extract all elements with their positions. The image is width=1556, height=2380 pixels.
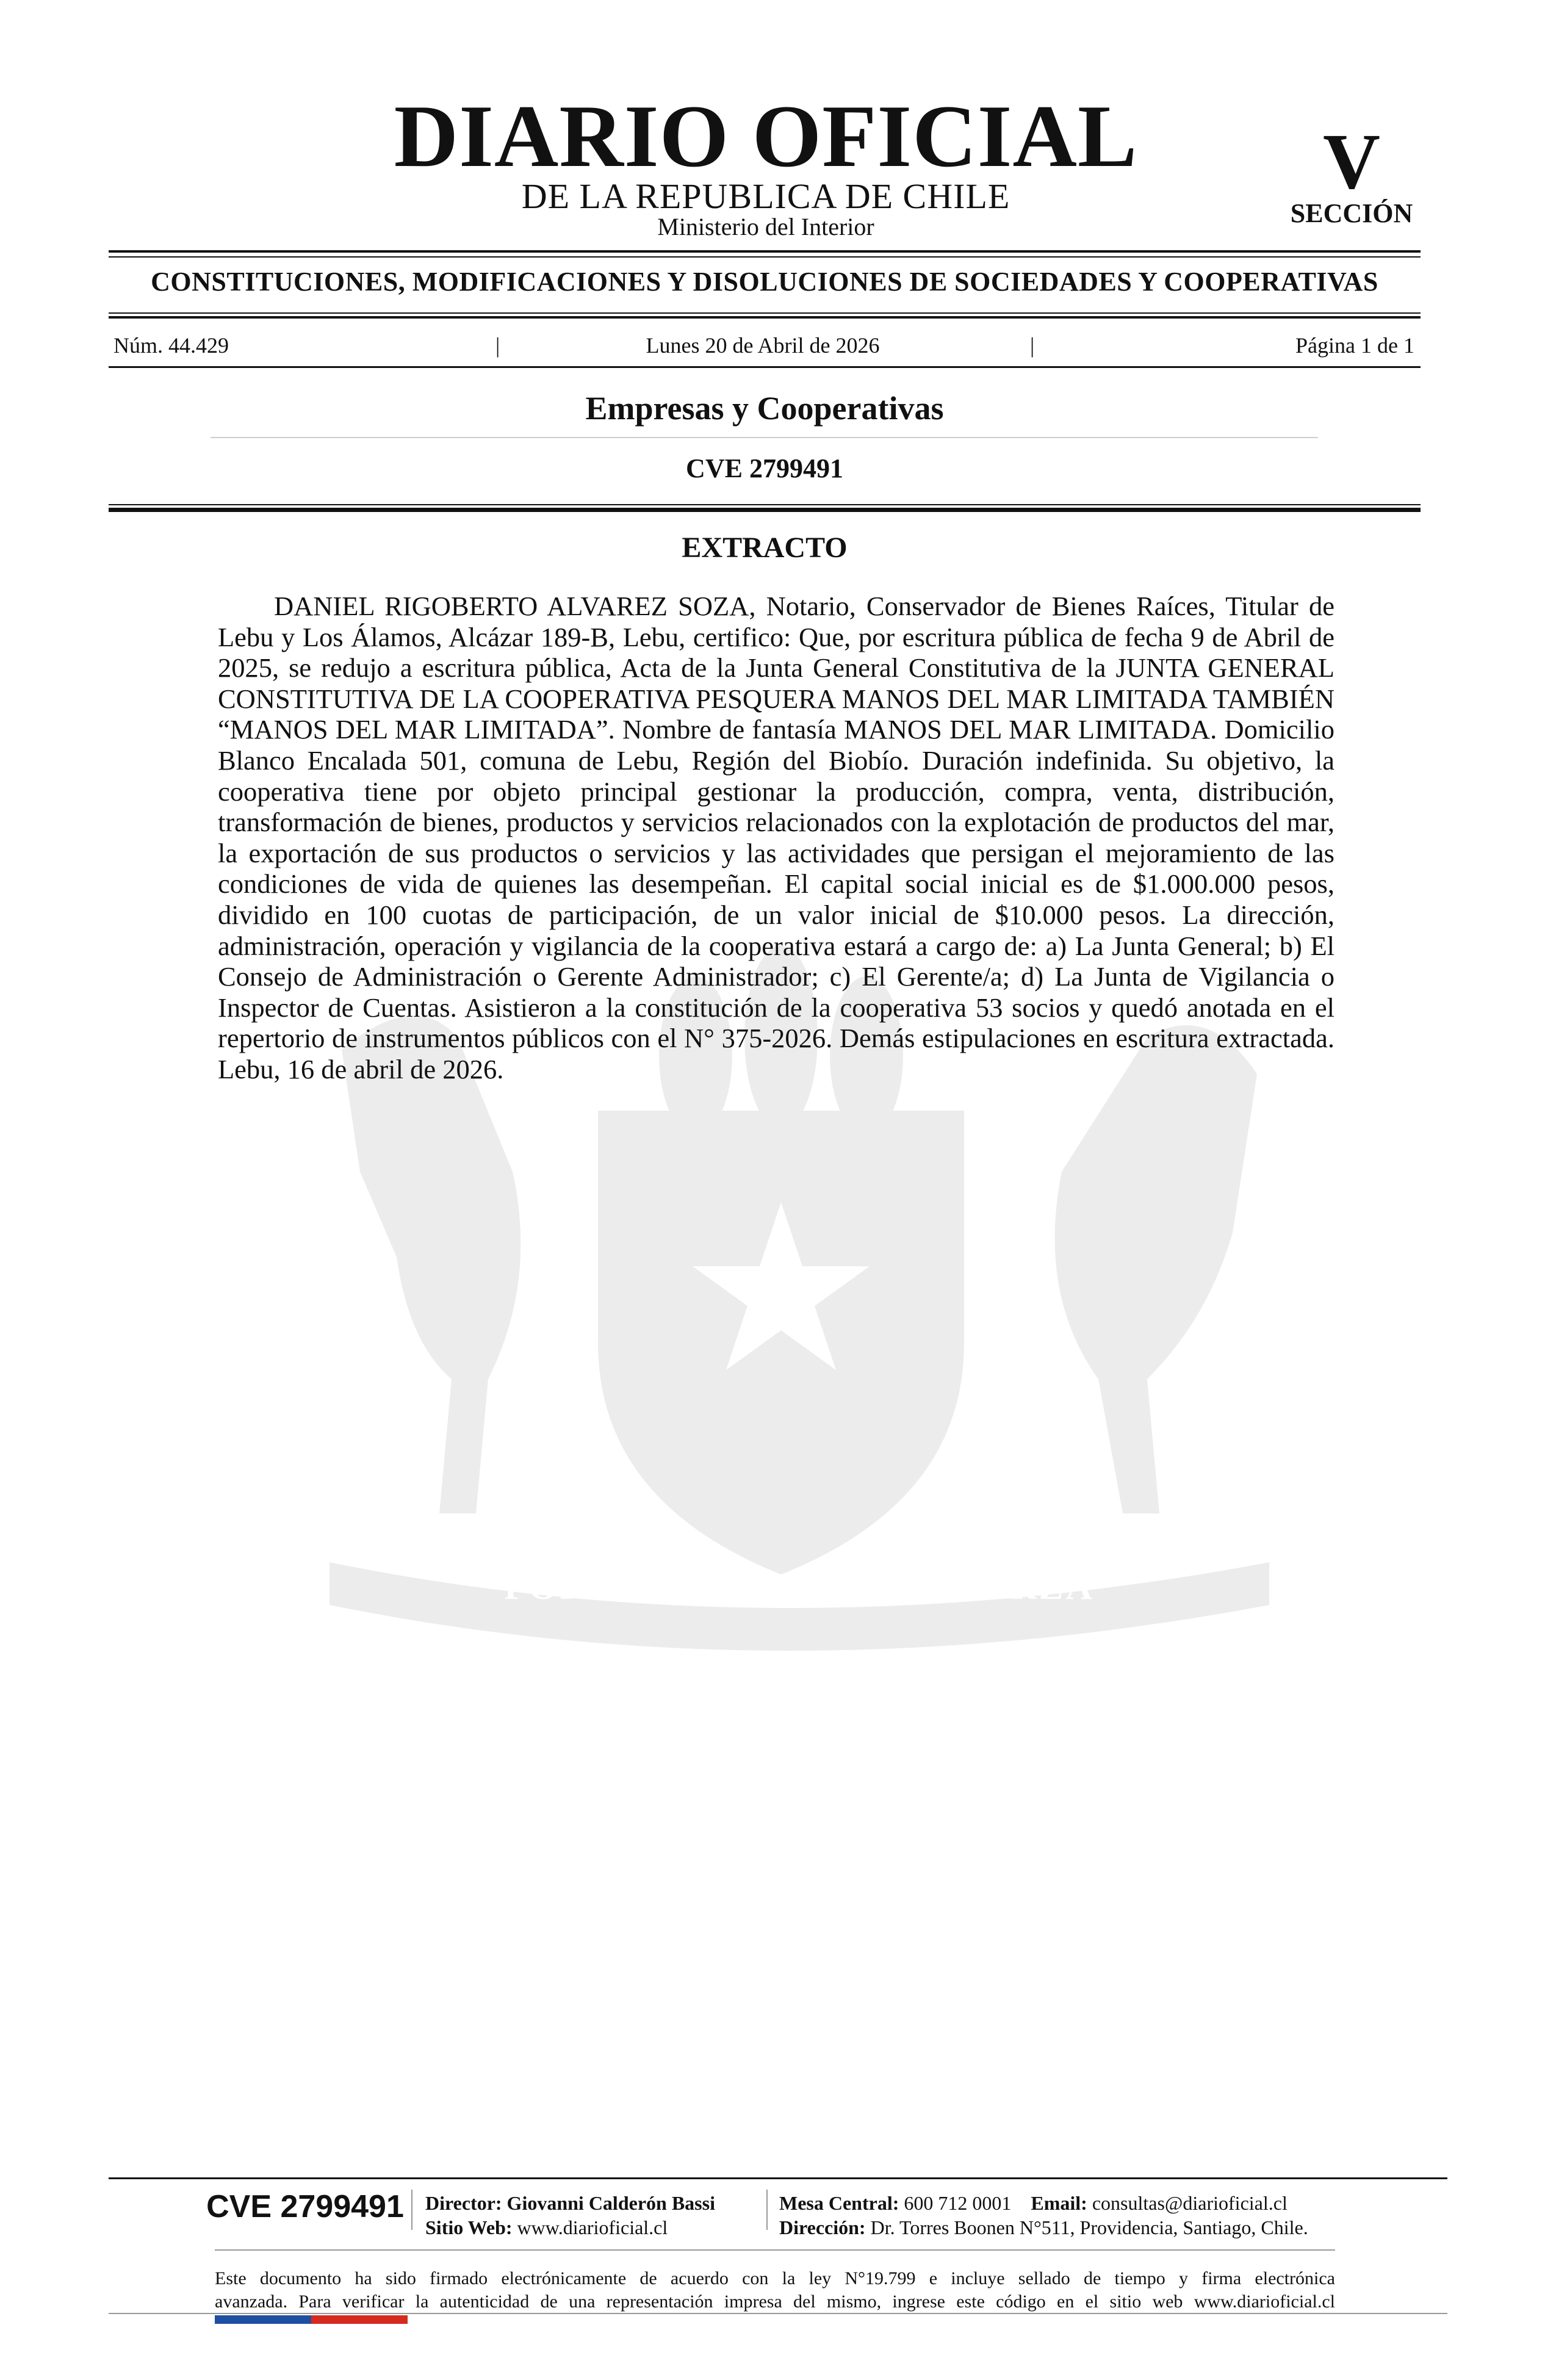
meta-separator-2: | (1030, 333, 1035, 358)
footer-separator-2 (766, 2190, 768, 2230)
footer-rule-bottom (109, 2313, 1447, 2314)
category-title: Empresas y Cooperativas (585, 390, 944, 427)
email-link[interactable]: consultas@diarioficial.cl (1092, 2192, 1288, 2214)
footer-cve: CVE 2799491 (206, 2189, 404, 2224)
website-link[interactable]: www.diarioficial.cl (517, 2216, 668, 2238)
footer-separator-1 (411, 2190, 412, 2230)
legal-line-2: avanzada. Para verificar la autenticidad de una representación impresa del mismo, ingrese este código en el sitio web www.diarioficial.cl (215, 2292, 1335, 2312)
footer-contact-block (779, 2191, 1353, 2240)
cve-rule-thin (109, 504, 1421, 505)
footer-rule-top (109, 2177, 1447, 2179)
banner-rule (109, 316, 1421, 319)
issue-date: Lunes 20 de Abril de 2026 (646, 333, 880, 358)
section-word: SECCIÓN (1290, 198, 1413, 228)
header-rule-top-thin (109, 256, 1421, 258)
director-label: Director: (425, 2192, 502, 2214)
website-label: Sitio Web: (425, 2216, 513, 2238)
newspaper-subtitle: DE LA REPUBLICA DE CHILE (521, 176, 1010, 216)
mesa-label: Mesa Central: (779, 2192, 899, 2214)
mesa-phone: 600 712 0001 (904, 2192, 1012, 2214)
director-name: Giovanni Calderón Bassi (506, 2192, 715, 2214)
extract-heading: EXTRACTO (682, 532, 848, 564)
page-indicator: Página 1 de 1 (1295, 333, 1414, 358)
issue-number: Núm. 44.429 (113, 333, 229, 358)
legal-line-1: Este documento ha sido firmado electrónicamente de acuerdo con la ley N°19.799 e incluye sellado de tiempo y firma electrónica (215, 2268, 1335, 2288)
header-rule-top (109, 250, 1421, 253)
extract-body: DANIEL RIGOBERTO ALVAREZ SOZA, Notario, Conservador de Bienes Raíces, Titular de Lebu y Los Álamos, Alcázar 189-B, Lebu, certifico: Que, por escritura pública de fecha 9 de Abril de 2025, se redujo a escritura pública, Acta de la Junta General Constitutiva de la JUNTA GENERAL CONSTITUTIVA DE LA COOPERATIVA PESQUERA MANOS DEL MAR LIMITADA TAMBIÉN “MANOS DEL MAR LIMITADA”. Nombre de fantasía MANOS DEL MAR LIMITADA. Domicilio Blanco Encalada 501, comuna de Lebu, Región del Biobío. Duración indefinida. Su objetivo, la cooperativa tiene por objeto principal gestionar la producción, compra, venta, distribución, transformación de bienes, productos y servicios relacionados con la explotación de productos del mar, la exportación de sus productos o servicios y las actividades que persigan el mejoramiento de las condiciones de vida de quienes las desempeñan. El capital social inicial es de $1.000.000 pesos, dividido en 100 cuotas de participación, de un valor inicial de $10.000 pesos. La dirección, administración, operación y vigilancia de la cooperativa estará a cargo de: a) La Junta General; b) El Consejo de Administración o Gerente Administrador; c) El Gerente/a; d) La Junta de Vigilancia o Inspector de Cuentas. Asistieron a la constitución de la cooperativa 53 socios y quedó anotada en el repertorio de instrumentos públicos con el N° 375-2026. Demás estipulaciones en escritura extractada. Lebu, 16 de abril de 2026. (218, 591, 1334, 1084)
motto-text: POR LA RAZON O LA FUERZA (504, 1567, 1095, 1607)
meta-separator-1: | (495, 333, 500, 358)
section-banner: CONSTITUCIONES, MODIFICACIONES Y DISOLUCIONES DE SOCIEDADES Y COOPERATIVAS (151, 267, 1378, 297)
flag-stripe-red (311, 2315, 408, 2324)
legal-notice (215, 2267, 1335, 2313)
footer-rule-mid (215, 2249, 1335, 2251)
email-label: Email: (1031, 2192, 1087, 2214)
meta-rule (109, 366, 1421, 368)
flag-stripe-blue (215, 2315, 311, 2324)
cve-rule-thick (109, 508, 1421, 512)
banner-rule-thin (109, 312, 1421, 314)
section-letter: V (1323, 118, 1380, 206)
newspaper-title: DIARIO OFICIAL (394, 87, 1138, 186)
category-divider (211, 437, 1318, 438)
address-value: Dr. Torres Boonen N°511, Providencia, Santiago, Chile. (870, 2216, 1308, 2238)
address-label: Dirección: (779, 2216, 866, 2238)
cve-code: CVE 2799491 (686, 453, 843, 483)
footer-director-block (425, 2191, 767, 2240)
ministry-label: Ministerio del Interior (657, 213, 874, 240)
